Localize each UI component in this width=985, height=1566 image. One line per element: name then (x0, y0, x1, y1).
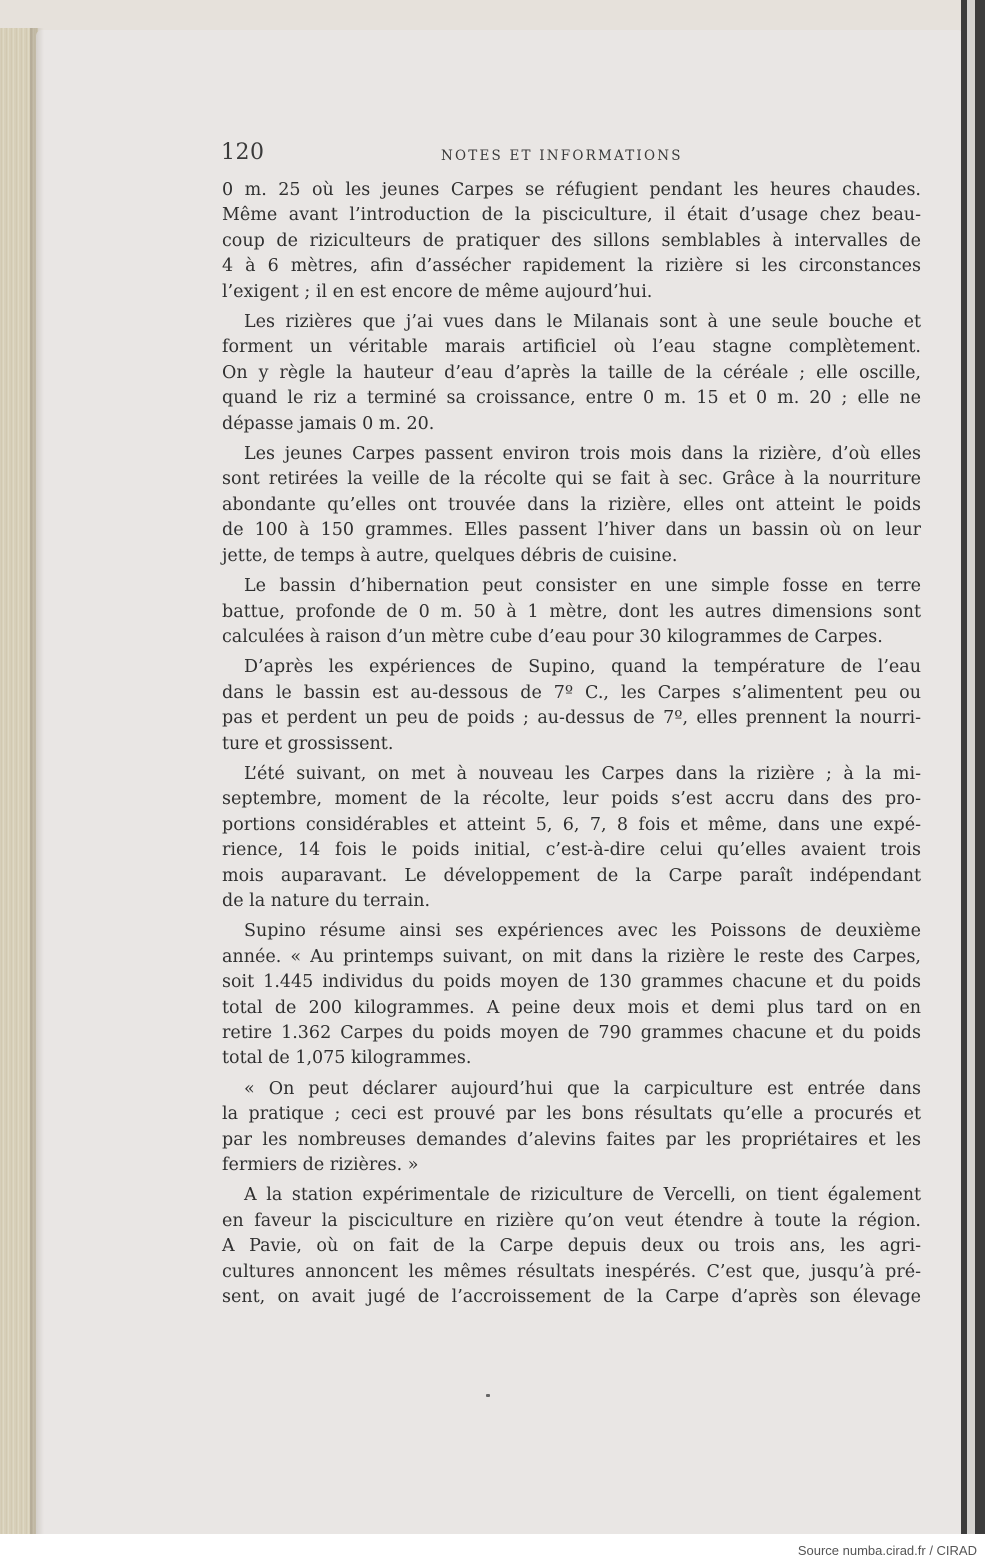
text-line: année. « Au printemps suivant, on mit dans la rizière le reste des Carpes, (222, 946, 921, 967)
text-line: soit 1.445 individus du poids moyen de 130 grammes chacune et du poids (222, 972, 921, 993)
text-line: calculées à raison d’un mètre cube d’eau pour 30 kilogrammes de Carpes. (222, 626, 883, 647)
paragraph (222, 442, 921, 569)
text-line: dans le bassin est au-dessous de 7º C., les Carpes s’alimentent peu ou (222, 682, 921, 703)
text-line: fermiers de rizières. » (222, 1155, 419, 1176)
text-line: A Pavie, où on fait de la Carpe depuis deux ou trois ans, les agri- (222, 1236, 921, 1257)
paragraph (222, 1183, 921, 1310)
text-line: forment un véritable marais artificiel où l’eau stagne complètement. (222, 337, 921, 358)
book-binding (961, 0, 985, 1534)
text-line: On y règle la hauteur d’eau d’après la taille de la céréale ; elle oscille, (222, 362, 921, 383)
text-line: mois auparavant. Le développement de la Carpe paraît indépendant (222, 865, 921, 886)
text-line: L’été suivant, on met à nouveau les Carpes dans la rizière ; à la mi- (244, 763, 921, 784)
text-line: de la nature du terrain. (222, 890, 431, 911)
print-mark (486, 1394, 490, 1397)
paragraph (222, 919, 921, 1071)
paragraph (222, 762, 921, 914)
text-line: ture et grossissent. (222, 733, 394, 754)
text-line: Le bassin d’hibernation peut consister en une simple fosse en terre (244, 576, 921, 597)
text-line: battue, profonde de 0 m. 50 à 1 mètre, dont les autres dimensions sont (222, 601, 921, 622)
text-line: Même avant l’introduction de la pisciculture, il était d’usage chez beau- (222, 205, 921, 226)
paragraph (222, 1077, 921, 1179)
text-line: la pratique ; ceci est prouvé par les bons résultats qu’elle a procurés et (222, 1104, 921, 1125)
page-number: 120 (221, 140, 265, 165)
text-line: l’exigent ; il en est encore de même aujourd’hui. (222, 281, 653, 302)
text-line: rience, 14 fois le poids initial, c’est-à-dire celui qu’elles avaient trois (222, 840, 921, 861)
text-line: septembre, moment de la récolte, leur poids s’est accru dans des pro- (222, 789, 921, 810)
paragraph (222, 574, 921, 650)
text-line: en faveur la pisciculture en rizière qu’on veut étendre à toute la région. (222, 1210, 921, 1231)
source-credit: Source numba.cirad.fr / CIRAD (797, 1543, 977, 1558)
text-line: 0 m. 25 où les jeunes Carpes se réfugient pendant les heures chaudes. (222, 180, 921, 200)
text-line: quand le riz a terminé sa croissance, entre 0 m. 15 et 0 m. 20 ; elle ne (222, 388, 921, 409)
paragraph (222, 178, 921, 305)
running-head (221, 140, 921, 172)
text-line: « On peut déclarer aujourd’hui que la carpiculture est entrée dans (244, 1078, 921, 1099)
text-line: cultures annoncent les mêmes résultats inespérés. C’est que, jusqu’à pré- (222, 1261, 921, 1282)
text-line: sont retirées la veille de la récolte qui se fait à sec. Grâce à la nourriture (222, 469, 921, 490)
text-line: dépasse jamais 0 m. 20. (222, 413, 435, 434)
text-line: Supino résume ainsi ses expériences avec les Poissons de deuxième (244, 921, 921, 942)
footer-bar (0, 1534, 985, 1566)
text-line: total de 1,075 kilogrammes. (222, 1048, 472, 1069)
text-line: abondante qu’elles ont trouvée dans la rizière, elles ont atteint le poids (222, 494, 921, 515)
text-line: A la station expérimentale de riziculture de Vercelli, on tient également (244, 1185, 921, 1206)
text-line: D’après les expériences de Supino, quand la température de l’eau (244, 657, 921, 678)
text-line: portions considérables et atteint 5, 6, 7, 8 fois et même, dans une expé- (222, 814, 921, 835)
text-line: 4 à 6 mètres, afin d’assécher rapidement la rizière si les circonstances (222, 256, 921, 277)
body-text (222, 178, 921, 1315)
paragraph (222, 655, 921, 757)
section-title: NOTES ET INFORMATIONS (441, 148, 683, 164)
text-line: retire 1.362 Carpes du poids moyen de 790 grammes chacune et du poids (222, 1023, 921, 1043)
text-line: de 100 à 150 grammes. Elles passent l’hiver dans un bassin où on leur (222, 520, 921, 541)
page-edge-shadow (30, 28, 44, 1534)
text-line: jette, de temps à autre, quelques débris de cuisine. (222, 545, 678, 566)
paragraph (222, 310, 921, 437)
text-line: par les nombreuses demandes d’alevins faites par les propriétaires et les (222, 1129, 921, 1150)
text-line: Les jeunes Carpes passent environ trois mois dans la rizière, d’où elles (244, 444, 921, 465)
text-line: total de 200 kilogrammes. A peine deux mois et demi plus tard on en (222, 997, 921, 1018)
text-line: coup de riziculteurs de pratiquer des sillons semblables à intervalles de (222, 230, 921, 251)
text-line: Les rizières que j’ai vues dans le Milanais sont à une seule bouche et (244, 312, 921, 333)
text-line: sent, on avait jugé de l’accroissement de la Carpe d’après son élevage (222, 1287, 921, 1308)
text-line: pas et perdent un peu de poids ; au-dessus de 7º, elles prennent la nourri- (222, 708, 921, 729)
